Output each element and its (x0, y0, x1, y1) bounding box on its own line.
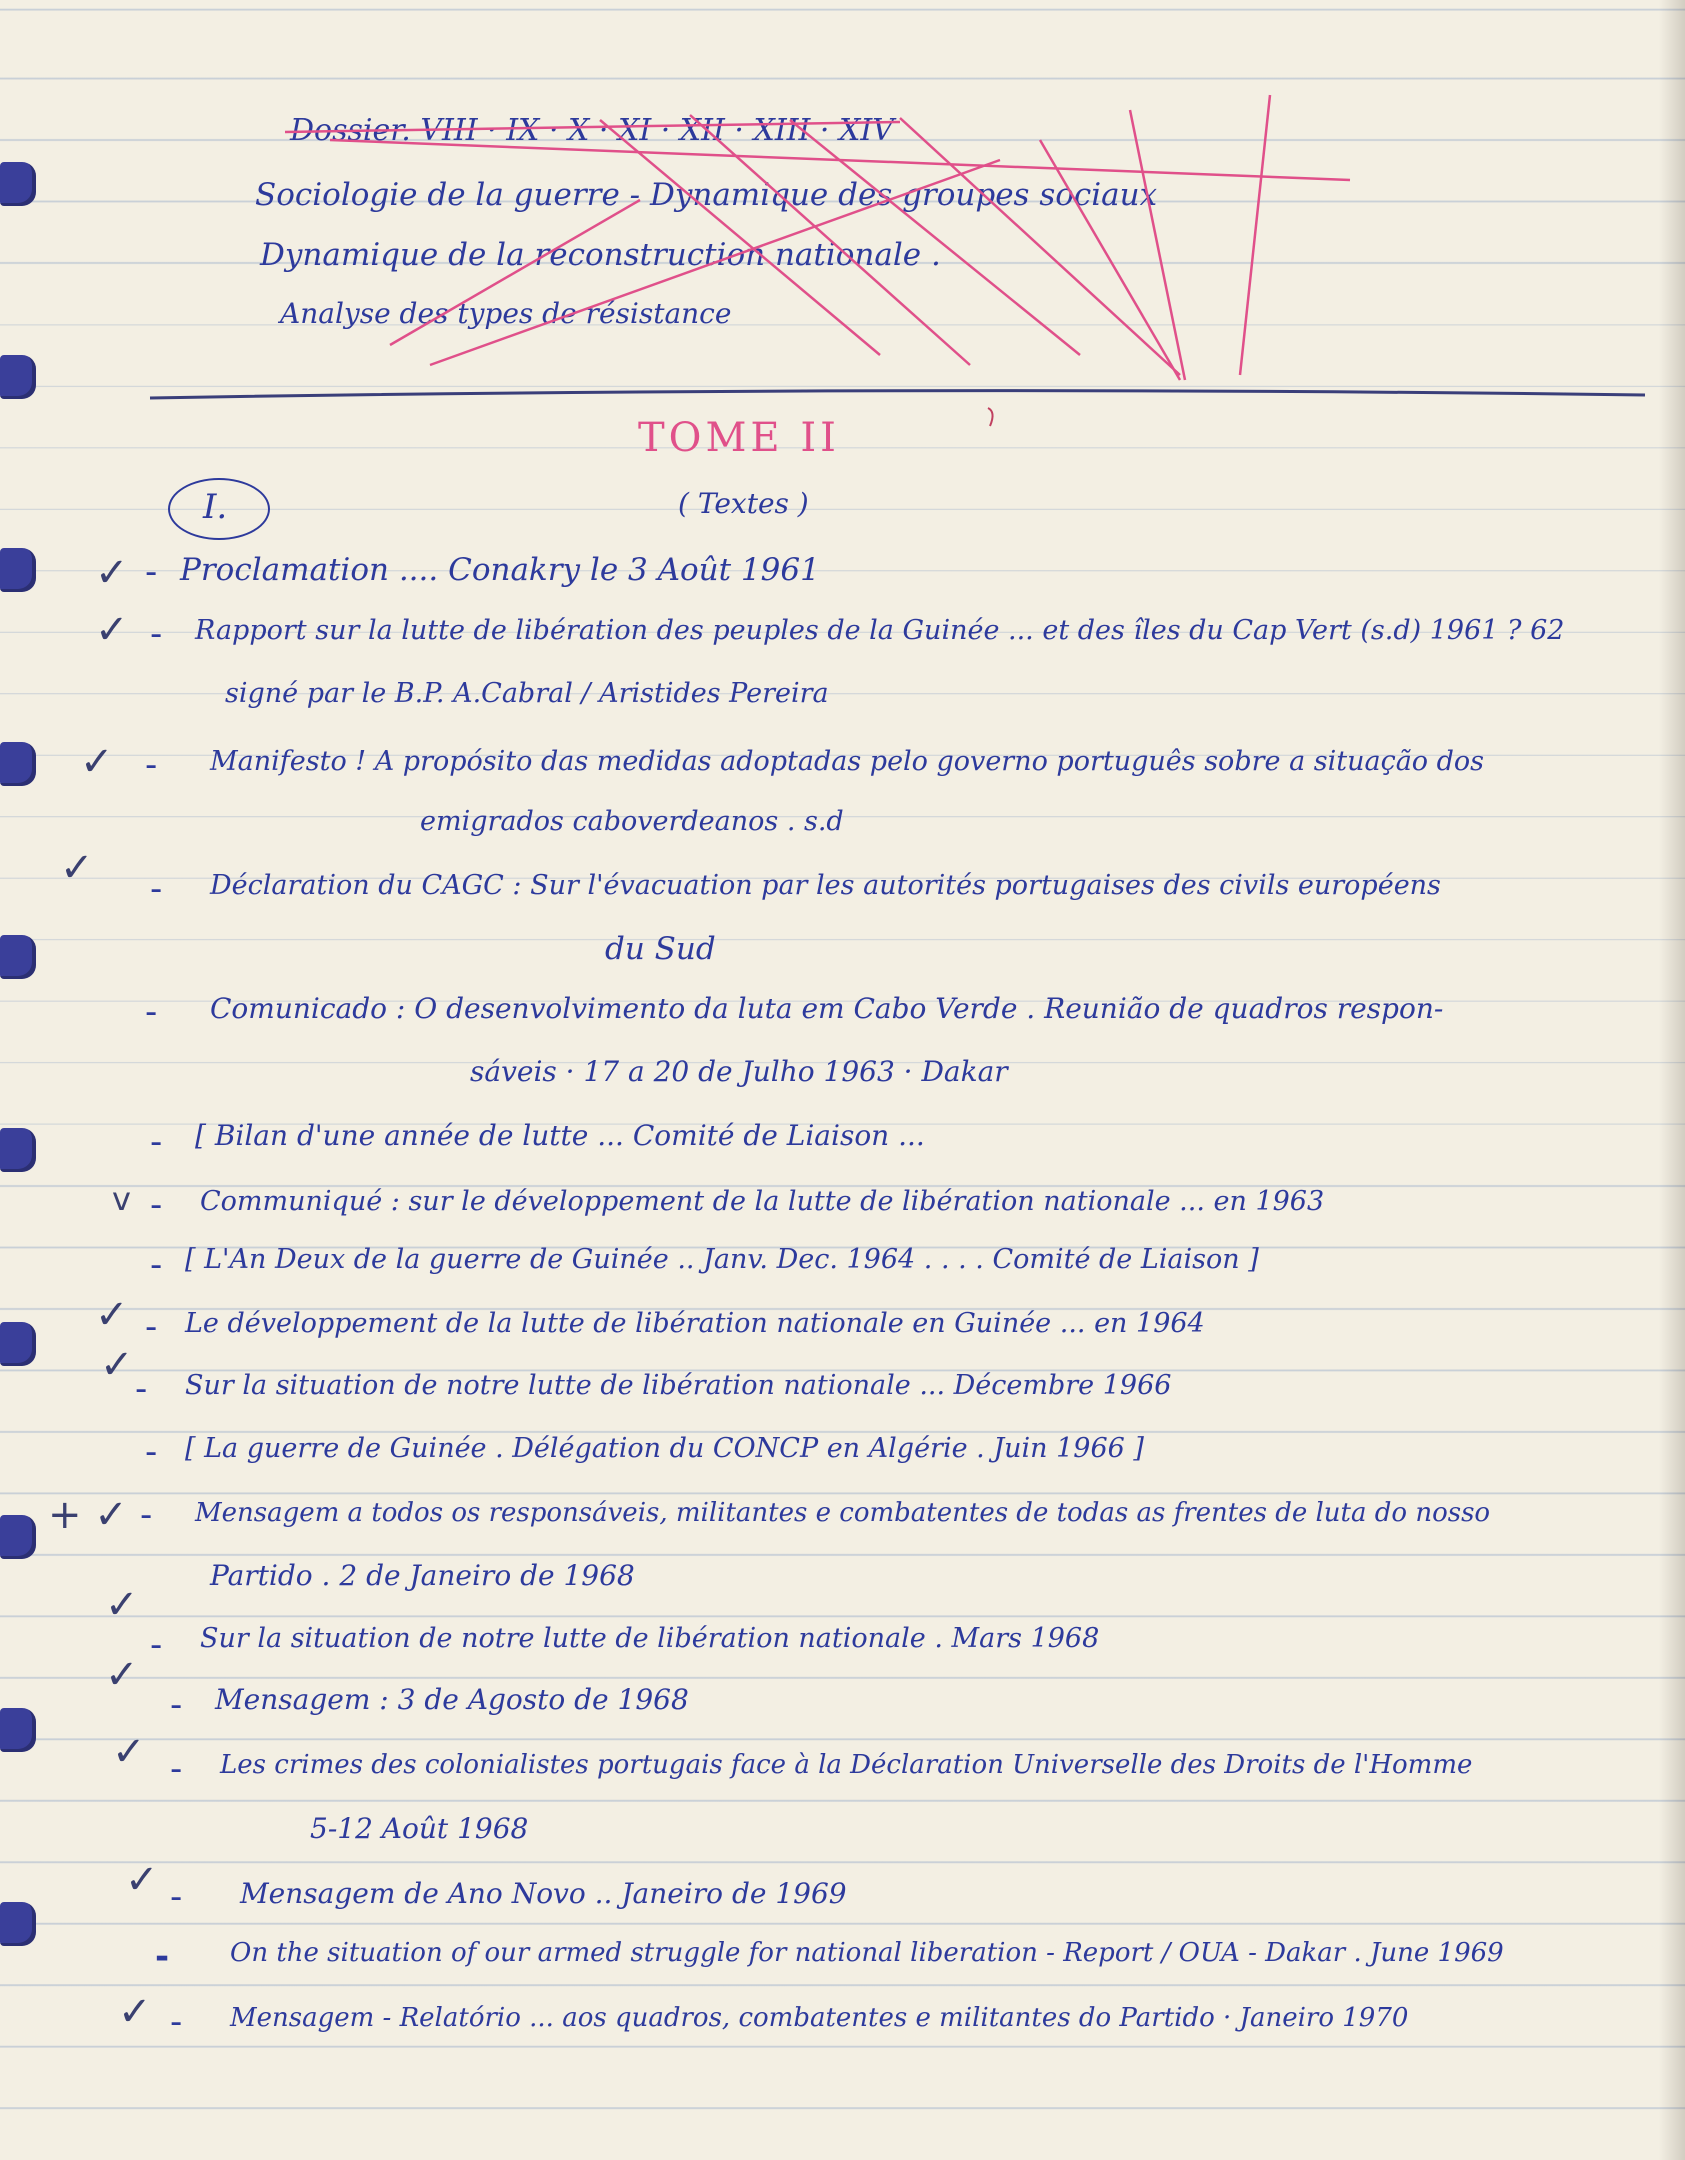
entry-text: signé par le B.P. A.Cabral / Aristides Pereira (225, 678, 829, 709)
entry-text: Mensagem a todos os responsáveis, militantes e combatentes de todas as frentes de luta do nosso (195, 1498, 1491, 1528)
entry-text: Manifesto ! A propósito das medidas adoptadas pelo governo português sobre a situação dos (210, 746, 1485, 777)
divider-line (150, 391, 1645, 398)
bullet-dash: - (150, 1625, 163, 1665)
subtitle: ( Textes ) (678, 487, 809, 520)
bullet-dash: - (170, 2002, 183, 2042)
bullet-dash: - (145, 1307, 158, 1347)
header-topic: Analyse des types de résistance (280, 297, 732, 330)
chapters-line: Dossier. VIII · IX · X · XI · XII · XIII · XIV (290, 113, 894, 148)
check-mark: ✓ (95, 550, 129, 596)
check-mark: ✓ (80, 739, 114, 785)
bullet-dash: - (155, 1937, 170, 1977)
entry-text: Les crimes des colonialistes portugais face à la Déclaration Universelle des Droits de l'Homme (220, 1750, 1473, 1780)
entry-text: Le développement de la lutte de libération nationale en Guinée ... en 1964 (185, 1308, 1205, 1339)
entry-text: Communiqué : sur le développement de la lutte de libération nationale ... en 1963 (200, 1186, 1325, 1217)
check-mark: ✓ (95, 1292, 129, 1338)
bullet-dash: - (150, 1245, 163, 1285)
entry-text: emigrados caboverdeanos . s.d (420, 806, 844, 837)
entry-text: Proclamation .... Conakry le 3 Août 1961 (180, 552, 820, 588)
check-mark: ✓ (112, 1729, 146, 1775)
check-mark: ✓ (105, 1652, 139, 1698)
tome-title: TOME II (638, 415, 840, 461)
bullet-dash: - (145, 992, 158, 1032)
check-mark: ✓ (125, 1857, 159, 1903)
entry-text: du Sud (605, 931, 716, 967)
entry-text: On the situation of our armed struggle for national liberation - Report / OUA - Dakar . June 1969 (230, 1938, 1504, 1968)
entry-text: Mensagem - Relatório ... aos quadros, combatentes e militantes do Partido · Janeiro 1970 (230, 2003, 1409, 2033)
bullet-dash: - (150, 614, 163, 654)
bullet-dash: - (135, 1369, 148, 1409)
check-mark: ✓ (60, 845, 94, 891)
bullet-dash: - (140, 1495, 153, 1535)
entry-text: Déclaration du CAGC : Sur l'évacuation par les autorités portugaises des civils européens (210, 870, 1441, 901)
entry-text: [ L'An Deux de la guerre de Guinée .. Janv. Dec. 1964 . . . . Comité de Liaison ] (185, 1244, 1259, 1275)
bullet-dash: - (145, 745, 158, 785)
bullet-dash: - (145, 552, 158, 592)
bullet-dash: - (145, 1432, 158, 1472)
bullet-dash: - (170, 1877, 183, 1917)
entry-text: Sur la situation de notre lutte de libération nationale . Mars 1968 (200, 1623, 1100, 1654)
entry-text: Mensagem de Ano Novo .. Janeiro de 1969 (240, 1877, 847, 1910)
section-number: I. (203, 487, 228, 527)
entry-text: 5-12 Août 1968 (310, 1812, 529, 1845)
entry-text: Partido . 2 de Janeiro de 1968 (210, 1559, 635, 1592)
check-mark: ✓ (95, 607, 129, 653)
bullet-dash: - (170, 1749, 183, 1789)
check-mark: ✓ (105, 1582, 139, 1628)
check-mark: v (112, 1180, 131, 1218)
check-mark: ✓ (100, 1342, 134, 1388)
entry-text: Rapport sur la lutte de libération des peuples de la Guinée ... et des îles du Cap Vert (s.d) 1961 ? 62 (195, 615, 1565, 646)
check-mark: ✓ (118, 1989, 152, 2035)
bullet-dash: - (150, 1185, 163, 1225)
bullet-dash: - (150, 1122, 163, 1162)
entry-text: Mensagem : 3 de Agosto de 1968 (215, 1683, 689, 1716)
entry-text: [ Bilan d'une année de lutte ... Comité de Liaison ... (195, 1119, 925, 1152)
bullet-dash: - (150, 869, 163, 909)
header-topic: Dynamique de la reconstruction nationale . (260, 237, 941, 273)
check-mark: + ✓ (48, 1492, 128, 1538)
entry-text: [ La guerre de Guinée . Délégation du CONCP en Algérie . Juin 1966 ] (185, 1433, 1144, 1464)
pink-mark (988, 408, 993, 426)
pink-strikethrough (285, 95, 1350, 380)
entry-text: sáveis · 17 a 20 de Julho 1963 · Dakar (470, 1055, 1008, 1088)
entry-text: Sur la situation de notre lutte de libération nationale ... Décembre 1966 (185, 1370, 1172, 1401)
entry-text: Comunicado : O desenvolvimento da luta em Cabo Verde . Reunião de quadros respon- (210, 992, 1444, 1025)
bullet-dash: - (170, 1685, 183, 1725)
header-topic: Sociologie de la guerre - Dynamique des groupes sociaux (255, 177, 1158, 213)
